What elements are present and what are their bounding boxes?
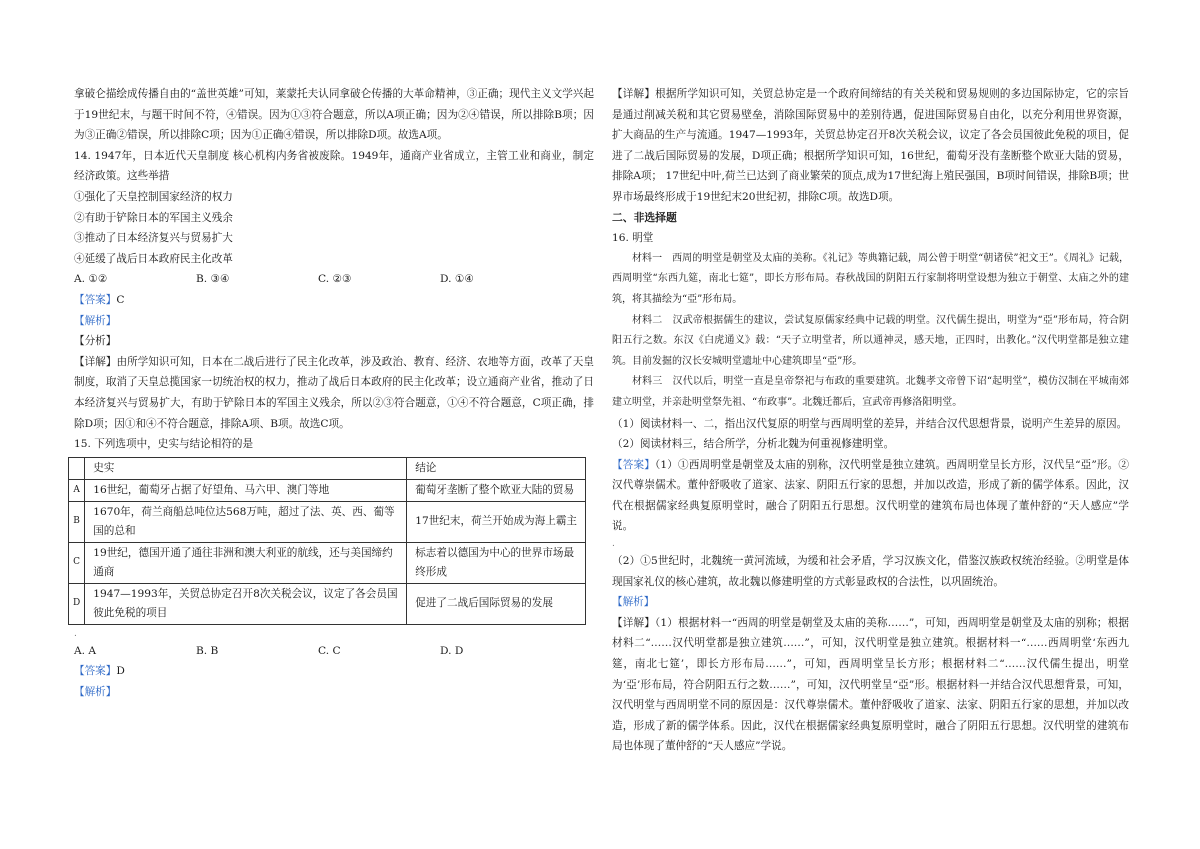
q16-requirement-2: （2）阅读材料三，结合所学，分析北魏为何重视修建明堂。 <box>612 438 895 451</box>
answer-tag: 【答案】 <box>612 458 655 471</box>
spacer-dot: . <box>74 628 77 639</box>
q16-title: 16. 明堂 <box>612 232 654 245</box>
q16-answer-1 <box>612 455 1129 537</box>
left-column <box>74 84 594 702</box>
detail-tag: 【详解】 <box>74 355 117 368</box>
q13-explanation: 拿破仑描绘成传播自由的“盖世英雄”可知，莱蒙托夫认同拿破仑传播的大革命精神，③正确；现代主义文学兴起于19世纪末，与题干时间不符，④错误。因为①③符合题意，所以A项正确；因为②④错误，所以排除B项；因为③正确②错误，所以排除C项；因为①正确④错误，所以排除D项。故选A项。 <box>74 88 594 142</box>
option: C. ②③ <box>318 273 352 286</box>
q15-stem: 15. 下列选项中，史实与结论相符的是 <box>74 438 254 451</box>
q14-jiexi: 【解析】 <box>74 314 117 327</box>
answer-tag: 【答案】 <box>74 293 117 306</box>
table-header-row <box>69 457 586 479</box>
q14-options <box>74 269 594 290</box>
option: D. ①④ <box>440 273 474 286</box>
detail-text: 根据所学知识可知，关贸总协定是一个政府间缔结的有关关税和贸易规则的多边国际协定，它的宗旨是通过削减关税和其它贸易壁垒，消除国际贸易中的差别待遇，促进国际贸易自由化，以充分利用世界资源，扩大商品的生产与流通。1947—1993年，关贸总协定召开8次关税会议，议定了各会员国彼此免税的项目，促进了二战后国际贸易的发展，D项正确；根据所学知识可知，16世纪，葡萄牙没有垄断整个欧亚大陆的贸易，排除A项； 17世纪中叶,荷兰已达到了商业繁荣的顶点,成为17世纪海上殖民强国，B项时间错误，排除B项；世界市场最终形成于19世纪末20世纪初，排除C项。故选D项。 <box>612 88 1130 203</box>
q16-requirement-1: （1）阅读材料一、二，指出汉代复原的明堂与西周明堂的差异，并结合汉代思想背景，说明产生差异的原因。 <box>612 417 1128 430</box>
q14-answer <box>74 290 594 311</box>
material-1: 材料一 西周的明堂是朝堂及太庙的美称。《礼记》等典籍记载，周公曾于明堂“朝诸侯”祀文王”。《周礼》记载，西周明堂“东西九筵，南北七筵”，即长方形布局。春秋战国的阴阳五行家制将明堂设想为独立于朝堂、太庙之外的建筑，将其描绘为“亞”形布局。 <box>612 252 1129 305</box>
answer-value: D <box>116 665 125 678</box>
row-fact: 1670年，荷兰商船总吨位达568万吨，超过了法、英、西、葡等国的总和 <box>85 501 407 542</box>
table-row <box>69 542 586 583</box>
q15-table <box>68 457 586 625</box>
table-row <box>69 479 586 501</box>
table-row <box>69 501 586 542</box>
q14-detail <box>74 352 594 434</box>
answer-text: （1）①西周明堂是朝堂及太庙的别称，汉代明堂是独立建筑。西周明堂呈长方形，汉代呈“亞”形。②汉代尊崇儒术。董仲舒吸收了道家、法家、阴阳五行家的思想，并加以改造，形成了新的儒学体系。因此，汉代在根据儒家经典复原明堂时，融合了阴阳五行思想。汉代明堂的建筑布局也体现了董仲舒的“天人感应”学说。 <box>612 458 1129 533</box>
q16-answer-2: （2）①5世纪时，北魏统一黄河流域，为缓和社会矛盾，学习汉族文化，借鉴汉族政权统治经验。②明堂是体现国家礼仪的核心建筑，故北魏以修建明堂的方式彰显政权的合法性，以巩固统治。 <box>612 555 1129 588</box>
option: B. B <box>196 644 219 657</box>
option: D. D <box>440 644 464 657</box>
row-conclusion: 葡萄牙垄断了整个欧亚大陆的贸易 <box>407 479 586 501</box>
detail-tag: 【详解】 <box>612 88 656 100</box>
answer-value: C <box>116 293 125 306</box>
option: A. ①② <box>74 273 108 286</box>
row-label: C <box>69 542 85 583</box>
q14-fenxi: 【分析】 <box>74 335 117 348</box>
material-2: 材料二 汉武帝根据儒生的建议，尝试复原儒家经典中记载的明堂。汉代儒生提出，明堂为“亞”形布局，符合阴阳五行之数。东汉《白虎通义》载：“天子立明堂者，所以通神灵，感天地，正四时，出教化。”汉代明堂都是独立建筑。目前发掘的汉长安城明堂遗址中心建筑即呈“亞”形。 <box>612 314 1129 367</box>
spacer-dot: . <box>612 539 615 550</box>
row-label: A <box>69 479 85 501</box>
right-column <box>612 84 1129 757</box>
header-fact: 史实 <box>85 457 407 479</box>
q15-jiexi: 【解析】 <box>74 685 117 698</box>
option: B. ③④ <box>196 273 230 286</box>
detail-text: 由所学知识可知，日本在二战后进行了民主化改革，涉及政治、教育、经济、农地等方面，改革了天皇制度，取消了天皇总揽国家一切统治权的权力，推动了战后日本政府的民主化改革；设立通商产业省，推动了日本经济复兴与贸易扩大，有助于铲除日本的军国主义残余，所以②③符合题意，①④不符合题意，C项正确，排除D项；因①和④不符合题意，排除A项、B项。故选C项。 <box>74 355 594 430</box>
q14-item: ①强化了天皇控制国家经济的权力 <box>74 190 233 203</box>
row-fact: 1947—1993年，关贸总协定召开8次关税会议，议定了各会员国彼此免税的项目 <box>85 583 407 624</box>
option: A. A <box>74 644 97 657</box>
row-label: B <box>69 501 85 542</box>
q16-detail <box>612 613 1129 757</box>
q15-options <box>74 641 594 662</box>
table-row <box>69 583 586 624</box>
detail-tag: 【详解】 <box>612 616 655 629</box>
q14-stem: 14. 1947年，日本近代天皇制度 核心机构内务省被废除。1949年，通商产业省成立，主管工业和商业，制定经济政策。这些举措 <box>74 149 594 183</box>
q14-item: ③推动了日本经济复兴与贸易扩大 <box>74 232 233 245</box>
row-fact: 16世纪，葡萄牙占据了好望角、马六甲、澳门等地 <box>85 479 407 501</box>
q16-jiexi: 【解析】 <box>612 596 655 609</box>
row-fact: 19世纪，德国开通了通往非洲和澳大利亚的航线，还与美国缔约通商 <box>85 542 407 583</box>
row-conclusion: 17世纪末，荷兰开始成为海上霸主 <box>407 501 586 542</box>
row-label: D <box>69 583 85 624</box>
q15-detail <box>612 84 1129 208</box>
q14-item: ④延缓了战后日本政府民主化改革 <box>74 252 233 265</box>
section-heading: 二、非选择题 <box>612 210 677 224</box>
header-conclusion: 结论 <box>407 457 586 479</box>
option: C. C <box>318 644 341 657</box>
detail-text: （1）根据材料一“西周的明堂是朝堂及太庙的美称……”，可知，西周明堂是朝堂及太庙的别称；根据材料二“……汉代明堂都是独立建筑……”，可知，汉代明堂是独立建筑。根据材料一“……西周明堂‘东西九筵，南北七筵’，即长方形布局……”，可知，西周明堂呈长方形；根据材料二“……汉代儒生提出，明堂为‘亞’形布局，符合阴阳五行之数……”，可知，汉代明堂呈“亞”形。根据材料一并结合汉代思想背景，可知，汉代明堂与西周明堂不同的原因是：汉代尊崇儒术。董仲舒吸收了道家、法家、阴阳五行家的思想，并加以改造，形成了新的儒学体系。因此，汉代在根据儒家经典复原明堂时，融合了阴阳五行思想。汉代明堂的建筑布局也体现了董仲舒的“天人感应”学说。 <box>612 616 1130 753</box>
material-3: 材料三 汉代以后，明堂一直是皇帝祭祀与布政的重要建筑。北魏孝文帝曾下诏“起明堂”，模仿汉制在平城南郊建立明堂，并亲赴明堂祭先祖、“布政事”。北魏迁都后，宣武帝再修洛阳明堂。 <box>612 376 1129 408</box>
q14-item: ②有助于铲除日本的军国主义残余 <box>74 211 233 224</box>
row-conclusion: 标志着以德国为中心的世界市场最终形成 <box>407 542 586 583</box>
row-conclusion: 促进了二战后国际贸易的发展 <box>407 583 586 624</box>
q15-answer <box>74 661 594 682</box>
answer-tag: 【答案】 <box>74 665 117 678</box>
